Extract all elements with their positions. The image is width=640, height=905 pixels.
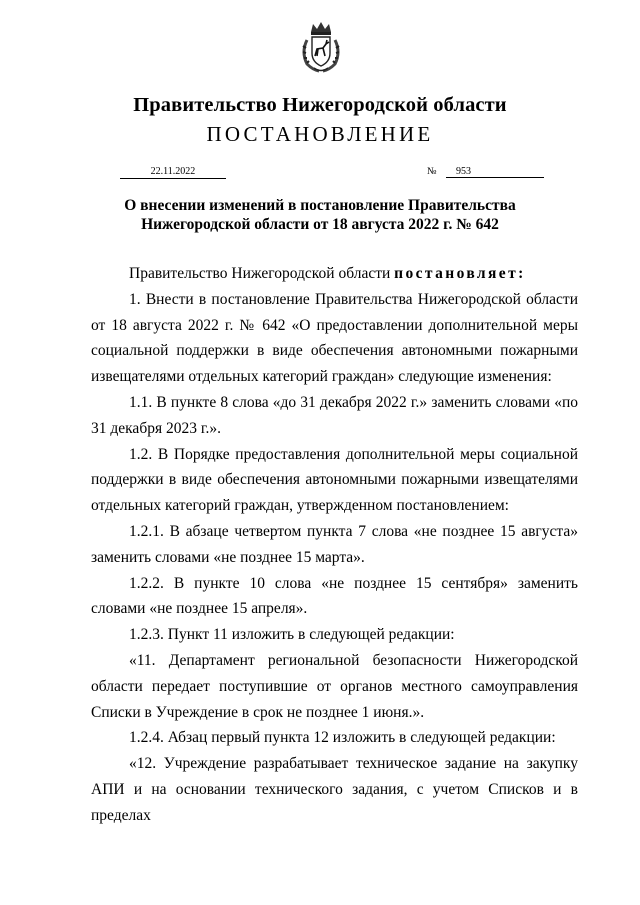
coat-of-arms-icon — [299, 18, 343, 74]
organization-name: Правительство Нижегородской области — [133, 94, 507, 116]
preamble-decision-word: постановляет: — [394, 265, 526, 282]
paragraph: 1.2. В Порядке предоставления дополнительной меры социальной поддержки в виде обеспечения автономными пожарными извещателями отдельных категорий граждан, утвержденном постановлением: — [91, 445, 578, 515]
document-type: ПОСТАНОВЛЕНИЕ — [206, 122, 434, 146]
paragraph: 1.2.1. В абзаце четвертом пункта 7 слова «не позднее 15 августа» заменить словами «не позднее 15 марта». — [91, 522, 578, 566]
paragraph: 1. Внести в постановление Правительства Нижегородской области от 18 августа 2022 г. № 642 «О предоставлении дополнительной меры социальной поддержки в виде обеспечения автономными пожарными извещателями отдельных категорий граждан» следующие изменения: — [91, 290, 578, 386]
paragraph: 1.1. В пункте 8 слова «до 31 декабря 2022 г.» заменить словами «по 31 декабря 2023 г.». — [91, 393, 578, 437]
paragraph: 1.2.4. Абзац первый пункта 12 изложить в следующей редакции: — [129, 729, 556, 747]
document-body — [91, 261, 578, 829]
paragraph: «11. Департамент региональной безопасности Нижегородской области передает поступившие от органов местного самоуправления Списки в Учреждение в срок не позднее 1 июня.». — [91, 651, 578, 721]
document-number: 953 — [446, 166, 544, 178]
document-title — [0, 196, 640, 234]
document-date: 22.11.2022 — [120, 166, 226, 179]
title-line-2: Нижегородской области от 18 августа 2022 г. № 642 — [141, 216, 499, 233]
paragraph: «12. Учреждение разрабатывает техническое задание на закупку АПИ и на основании технического задания, с учетом Списков и в пределах — [91, 755, 578, 824]
preamble-text: Правительство Нижегородской области — [129, 265, 395, 282]
title-line-1: О внесении изменений в постановление Правительства — [124, 197, 516, 214]
number-label: № — [427, 166, 437, 177]
preamble — [91, 261, 578, 287]
paragraph: 1.2.3. Пункт 11 изложить в следующей редакции: — [129, 626, 455, 644]
paragraph: 1.2.2. В пункте 10 слова «не позднее 15 сентября» заменить словами «не позднее 15 апреля». — [91, 574, 578, 618]
